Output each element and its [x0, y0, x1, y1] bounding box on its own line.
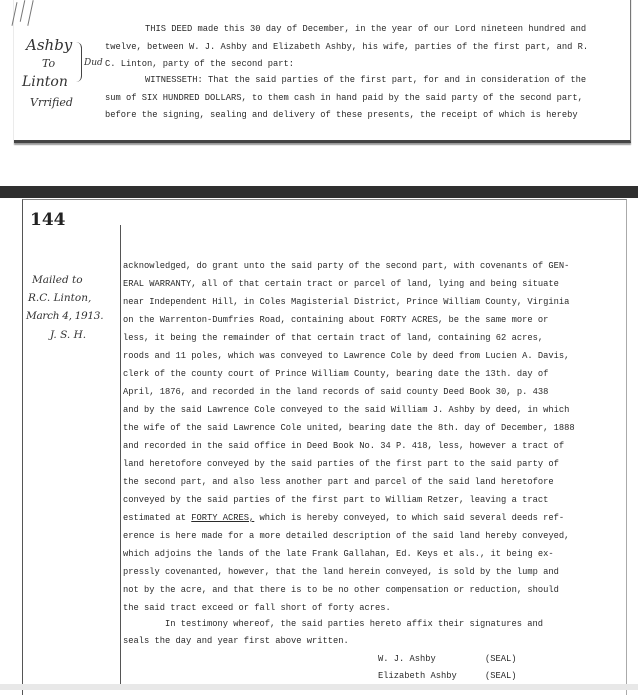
page-separator	[0, 186, 638, 198]
deed-line: THIS DEED made this 30 day of December, in the year of our Lord nineteen hundred and	[145, 24, 587, 34]
deed-line: sum of SIX HUNDRED DOLLARS, to them cash in hand paid by the said party of the second part,	[105, 93, 583, 103]
margin-note-ashby: Ashby	[26, 36, 73, 54]
deed-line: WITNESSETH: That the said parties of the first part, for and in consideration of the	[145, 75, 587, 85]
deed-line: the second part, and also less another part and parcel of the said land heretofore	[123, 477, 554, 487]
margin-note-initials: J. S. H.	[50, 329, 87, 341]
margin-note-recipient: R.C. Linton,	[28, 292, 92, 304]
deed-line: on the Warrenton-Dumfries Road, containing about FORTY ACRES, be the same more or	[123, 315, 549, 325]
signature-seal: (SEAL)	[485, 671, 517, 681]
testimony-line: In testimony whereof, the said parties hereto affix their signatures and	[165, 619, 544, 629]
forty-acres-underlined: FORTY ACRES,	[191, 513, 255, 523]
deed-line: less, it being the remainder of that certain tract of land, containing 62 acres,	[123, 333, 544, 343]
deed-line: ERAL WARRANTY, all of that certain tract or parcel of land, lying and being situate	[123, 279, 559, 289]
margin-note-mailed: Mailed to	[32, 274, 83, 286]
deed-line: acknowledged, do grant unto the said party of the second part, with covenants of GEN-	[123, 261, 570, 271]
margin-rule	[120, 225, 121, 685]
margin-note-date: March 4, 1913.	[26, 310, 104, 322]
previous-page-fragment	[14, 0, 631, 143]
deed-line: clerk of the county court of Prince William County, bearing date the 13th. day of	[123, 369, 549, 379]
testimony-line: seals the day and year first above written.	[123, 636, 349, 646]
deed-line: the said tract exceed or fall short of forty acres.	[123, 603, 391, 613]
deed-line: conveyed by the said parties of the first part to William Retzer, leaving a tract	[123, 495, 549, 505]
signature-name: Elizabeth Ashby	[378, 671, 457, 681]
deed-line: and recorded in the said office in Deed Book No. 34 P. 418, less, however a tract of	[123, 441, 565, 451]
deed-line: before the signing, sealing and delivery of these presents, the receipt of which is hereby	[105, 110, 578, 120]
deed-line: land heretofore conveyed by the said parties of the first part to the said party of	[123, 459, 559, 469]
margin-note-to: To	[42, 57, 56, 70]
deed-line: roods and 11 poles, which was conveyed to Lawrence Cole by deed from Lucien A. Davis,	[123, 351, 570, 361]
deed-line: C. Linton, party of the second part:	[105, 59, 295, 69]
estimated-suffix: which is hereby conveyed, to which said several deeds ref-	[254, 513, 565, 523]
signature-name: W. J. Ashby	[378, 654, 436, 664]
signature-seal: (SEAL)	[485, 654, 517, 664]
deed-line	[123, 513, 564, 523]
deed-line: not by the acre, and that there is to be no other compensation or reduction, should	[123, 585, 559, 595]
page-number: 144	[30, 210, 66, 230]
margin-note-linton: Linton	[22, 74, 68, 90]
deed-line: April, 1876, and recorded in the land records of said county Deed Book 30, p. 438	[123, 387, 549, 397]
margin-note-dud: Dud	[84, 58, 103, 68]
margin-note-verified: Vrrified	[30, 96, 73, 109]
deed-line: near Independent Hill, in Coles Magisterial District, Prince William County, Virginia	[123, 297, 570, 307]
estimated-prefix: estimated at	[123, 513, 192, 523]
deed-line: pressly covenanted, however, that the land herein conveyed, is sold by the lump and	[123, 567, 559, 577]
bracket	[76, 42, 82, 82]
viewer-bottom-edge	[0, 684, 638, 690]
deed-line: twelve, between W. J. Ashby and Elizabeth Ashby, his wife, parties of the first part, and R.	[105, 42, 589, 52]
deed-line: the wife of the said Lawrence Cole united, bearing date the 8th. day of December, 1888	[123, 423, 575, 433]
deed-line: which adjoins the lands of the late Frank Gallahan, Ed. Keys et als., it being ex-	[123, 549, 554, 559]
deed-line: erence is here made for a more detailed description of the said land hereby conveyed,	[123, 531, 570, 541]
deed-line: and by the said Lawrence Cole conveyed to the said William J. Ashby by deed, in which	[123, 405, 570, 415]
